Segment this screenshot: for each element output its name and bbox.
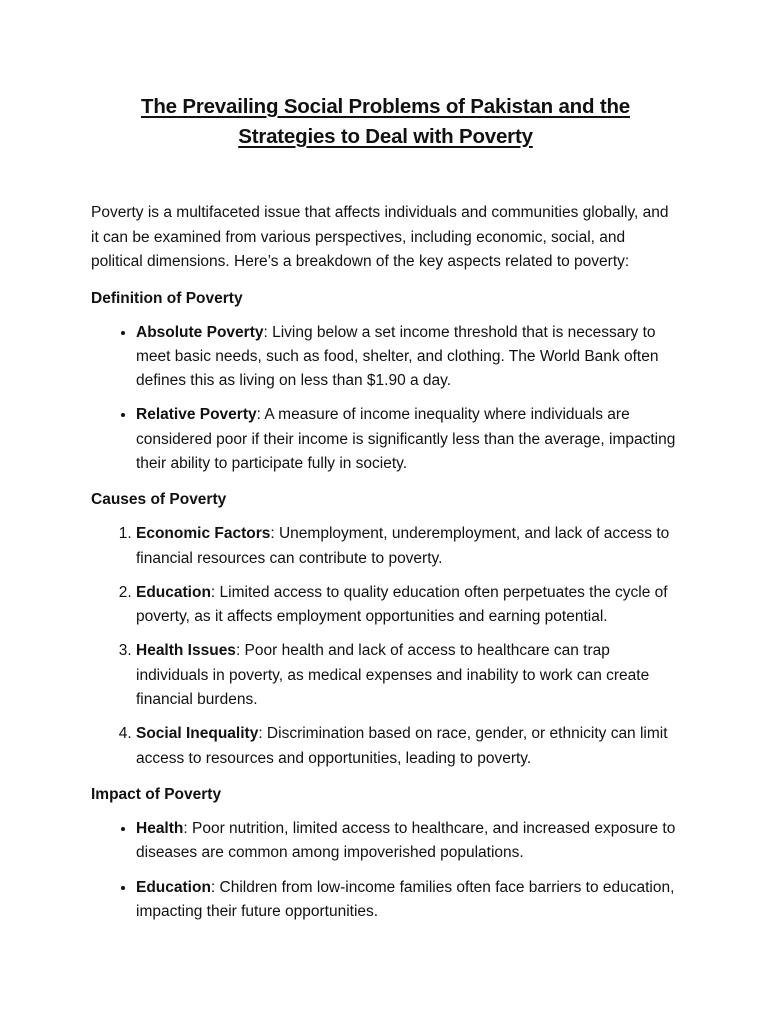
item-text: : Living below a set income threshold that is necessary to meet basic needs, such as food, shelter, and clothing. The World Bank often defines this as living on less than $1.90 a day. xyxy=(136,323,659,390)
causes-list xyxy=(91,522,680,771)
item-term: Social Inequality xyxy=(136,725,259,743)
list-item xyxy=(136,581,680,630)
item-text: : Poor nutrition, limited access to healthcare, and increased exposure to diseases are common among impoverished populations. xyxy=(136,819,676,862)
list-item xyxy=(136,403,680,476)
item-term: Health Issues xyxy=(136,642,236,660)
item-term: Absolute Poverty xyxy=(136,323,264,341)
item-text: : Poor health and lack of access to healthcare can trap individuals in poverty, as medical expenses and inability to work can create financial burdens. xyxy=(136,642,650,709)
intro-paragraph: Poverty is a multifaceted issue that affects individuals and communities globally, and it can be examined from various perspectives, including economic, social, and political dimensions. Here’s a breakdown of the key aspects related to poverty: xyxy=(91,204,669,270)
item-term: Relative Poverty xyxy=(136,406,257,424)
item-text: : Discrimination based on race, gender, or ethnicity can limit access to resources and opportunities, leading to poverty. xyxy=(136,725,668,767)
item-text: : Limited access to quality education often perpetuates the cycle of poverty, as it affects employment opportunities and earning potential. xyxy=(136,583,668,626)
definition-list xyxy=(91,321,680,477)
section-heading-definition: Definition of Poverty xyxy=(91,289,243,307)
item-text: : Children from low-income families often face barriers to education, impacting their future opportunities. xyxy=(136,878,675,920)
list-item xyxy=(136,639,680,712)
list-item xyxy=(136,876,680,925)
item-text: : A measure of income inequality where individuals are considered poor if their income is significantly less than the average, impacting their ability to participate fully in society. xyxy=(136,406,676,472)
list-item xyxy=(136,522,680,571)
impact-list xyxy=(91,817,680,924)
list-item xyxy=(136,722,680,771)
list-item xyxy=(136,321,680,394)
section-heading-causes: Causes of Poverty xyxy=(91,491,227,509)
section-heading-impact: Impact of Poverty xyxy=(91,785,222,803)
list-item xyxy=(136,817,680,866)
item-term: Education xyxy=(136,878,211,896)
item-term: Economic Factors xyxy=(136,525,271,543)
item-term: Education xyxy=(136,583,211,601)
item-text: : Unemployment, underemployment, and lack of access to financial resources can contribute to poverty. xyxy=(136,525,670,567)
document-title: The Prevailing Social Problems of Pakistan and the Strategies to Deal with Poverty xyxy=(141,95,630,148)
item-term: Health xyxy=(136,819,184,837)
